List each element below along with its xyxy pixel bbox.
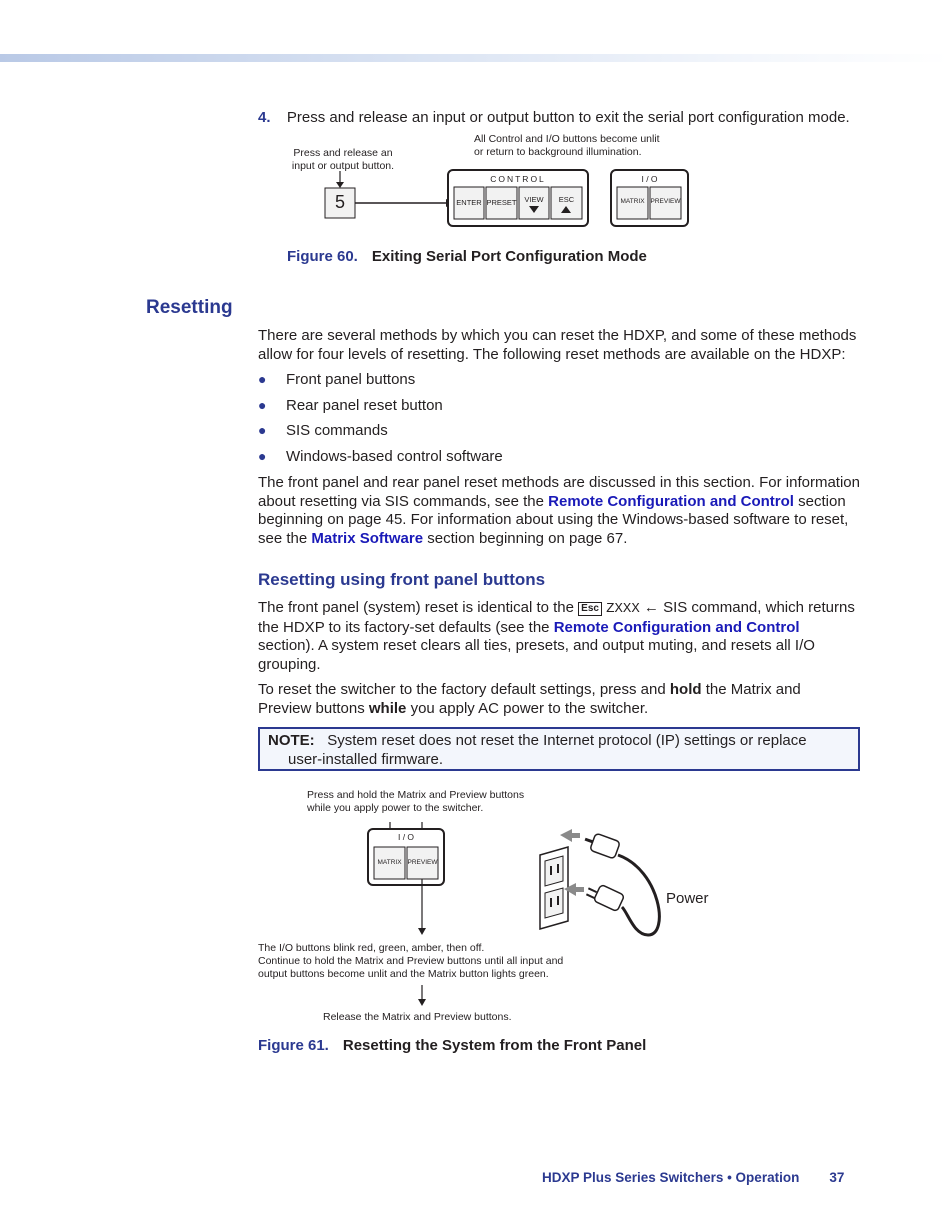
note-text: System reset does not reset the Internet protocol (IP) settings or replace (327, 732, 807, 749)
text-span: you apply AC power to the switcher. (406, 699, 649, 717)
fig61-callout-top (307, 789, 524, 815)
front-panel-paragraph-1 (258, 599, 855, 674)
resetting-p2-line3: beginning on page 45. For information about using the Windows-based software to reset, (258, 511, 849, 528)
note-box (258, 727, 860, 771)
resetting-p2-line1: The front panel and rear panel reset methods are discussed in this section. For information (258, 474, 860, 491)
resetting-p2-line4 (258, 530, 860, 549)
resetting-paragraph-2 (258, 474, 860, 548)
power-cord-icon (560, 829, 659, 935)
fig60-callout-right-line1: All Control and I/O buttons become unlit (474, 133, 660, 145)
fig61-matrix-button-label: MATRIX (377, 859, 402, 866)
note-line1 (268, 732, 850, 751)
bold-text: hold (669, 681, 702, 698)
figure-61-caption (258, 1037, 646, 1054)
section-heading-resetting: Resetting (146, 297, 233, 318)
control-label: CONTROL (490, 174, 546, 184)
resetting-intro (258, 327, 856, 364)
front-panel-p1-line4: grouping. (258, 655, 321, 673)
wall-outlet-icon (540, 847, 568, 929)
io-label: I / O (641, 174, 658, 184)
fig61-preview-button-label: PREVIEW (407, 859, 438, 866)
list-item-text: SIS commands (286, 422, 388, 439)
bullet-icon: ● (258, 397, 267, 413)
bullet-icon: ● (258, 422, 267, 438)
fig61-callout-mid-line2: Continue to hold the Matrix and Preview buttons until all input and (258, 955, 564, 967)
text-span: the HDXP to its factory-set defaults (see the (258, 618, 554, 636)
figure-61-title: Resetting the System from the Front Panel (342, 1037, 647, 1054)
fig61-callout-bottom: Release the Matrix and Preview buttons. (323, 1011, 512, 1023)
text-span: To reset the switcher to the factory default settings, press and (258, 681, 670, 698)
footer-title: HDXP Plus Series Switchers • Operation (542, 1170, 800, 1185)
matrix-software-link[interactable]: Matrix Software (311, 529, 424, 547)
esc-key-icon: Esc (578, 602, 602, 616)
power-outlet-illustration (530, 825, 670, 945)
button-5-label: 5 (334, 192, 345, 212)
fig61-callout-top-line2: while you apply power to the switcher. (307, 802, 484, 814)
matrix-button-label: MATRIX (620, 198, 645, 205)
remote-config-link[interactable]: Remote Configuration and Control (553, 618, 800, 636)
text-span: the Matrix and (701, 681, 801, 698)
power-label: Power (666, 890, 709, 907)
text-span: section (793, 492, 846, 510)
note-line2: user-installed firmware. (288, 750, 444, 768)
list-item-text: Rear panel reset button (286, 397, 443, 414)
page-number: 37 (829, 1170, 845, 1185)
text-span: about resetting via SIS commands, see the (258, 492, 549, 510)
front-panel-paragraph-2 (258, 681, 801, 718)
front-panel-p2-line1 (258, 681, 801, 700)
fig61-callout-mid (258, 942, 563, 981)
sis-command: ZXXX (606, 601, 640, 617)
list-item-text: Windows-based control software (286, 448, 503, 465)
resetting-p2-line2 (258, 493, 860, 512)
resetting-intro-line1: There are several methods by which you can reset the HDXP, and some of these methods (258, 327, 857, 344)
enter-arrow-icon: ← (643, 599, 659, 616)
figure-60-caption (287, 248, 647, 265)
bullet-icon: ● (258, 371, 267, 387)
note-label: NOTE: (268, 732, 315, 749)
fig60-callout-left-line1: Press and release an (293, 147, 393, 159)
text-span: see the (258, 529, 312, 547)
header-band (0, 54, 950, 62)
view-button-label: VIEW (524, 195, 544, 204)
enter-button-label: ENTER (456, 198, 482, 207)
front-panel-p1-line2 (258, 619, 855, 638)
step-text: Press and release an input or output button to exit the serial port configuration mode. (286, 109, 850, 126)
text-span: The front panel (system) reset is identical to the (258, 599, 579, 616)
remote-config-link[interactable]: Remote Configuration and Control (548, 492, 794, 510)
front-panel-p1-line3: section). A system reset clears all ties, presets, and output muting, and resets all I/O (258, 637, 815, 654)
figure-60-number: Figure 60. (287, 248, 358, 265)
fig61-io-diagram (360, 820, 460, 1020)
figure-60-title: Exiting Serial Port Configuration Mode (371, 248, 647, 265)
list-item-text: Front panel buttons (286, 371, 416, 388)
step-number: 4. (258, 109, 271, 126)
front-panel-p1-line1 (258, 599, 855, 619)
front-panel-p2-line2 (258, 700, 801, 719)
fig60-callout-right (474, 133, 660, 159)
fig61-callout-mid-line1: The I/O buttons blink red, green, amber, then off. (258, 942, 485, 954)
esc-button-label: ESC (558, 195, 575, 204)
text-span: Preview buttons (258, 699, 369, 717)
preset-button-label: PRESET (486, 198, 517, 207)
subsection-heading-front-panel: Resetting using front panel buttons (258, 570, 546, 589)
fig61-io-label-text: I / O (397, 832, 415, 842)
bullet-icon: ● (258, 448, 267, 464)
fig61-callout-top-line1: Press and hold the Matrix and Preview buttons (307, 789, 525, 801)
step-4 (258, 109, 850, 128)
bold-text: while (368, 699, 407, 717)
page-footer (542, 1170, 844, 1185)
figure-61-number: Figure 61. (258, 1037, 329, 1054)
fig60-callout-right-line2: or return to background illumination. (474, 146, 642, 158)
preview-button-label: PREVIEW (650, 198, 681, 205)
fig61-callout-mid-line3: output buttons become unlit and the Matrix button lights green. (258, 968, 549, 980)
fig60-callout-left-line2: input or output button. (291, 160, 395, 172)
text-span: SIS command, which returns (658, 599, 855, 616)
text-span: section beginning on page 67. (423, 529, 628, 547)
resetting-intro-line2: allow for four levels of resetting. The following reset methods are available on the HDXP: (258, 345, 846, 363)
